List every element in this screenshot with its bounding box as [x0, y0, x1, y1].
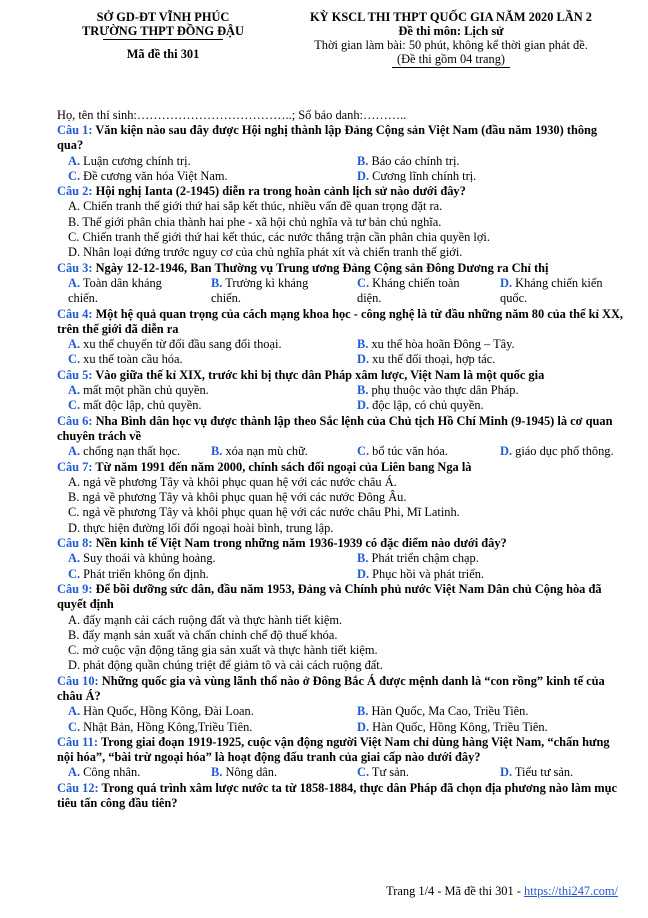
option-letter: B.	[357, 383, 369, 398]
answer-option[interactable]	[68, 505, 460, 519]
question-text: Những quốc gia và vùng lãnh thổ nào ở Đông Bắc Á được mệnh danh là “con rồng” kinh tế của châu Á?	[57, 673, 605, 703]
option-text: Nhân loại đứng trước nguy cơ của chủ nghĩa phát xít và chiến tranh thế giới.	[83, 245, 463, 260]
question-stem	[57, 582, 625, 613]
option-letter: B.	[211, 444, 223, 459]
option-list	[68, 199, 625, 260]
option-text: thực hiện đường lối đối ngoại hoài bình, trung lập.	[83, 520, 334, 535]
option-row	[57, 337, 625, 352]
question-label: Câu 8:	[57, 536, 93, 551]
option-text: phát động quần chúng triệt để giảm tô và cải cách ruộng đất.	[83, 658, 383, 673]
option-text: xu thế hòa hoãn Đông – Tây.	[371, 337, 515, 352]
answer-option[interactable]	[68, 154, 191, 169]
option-text: Kháng chiến kiến quốc.	[500, 275, 603, 306]
option-row	[57, 383, 625, 398]
answer-option[interactable]	[68, 398, 202, 413]
answer-option[interactable]	[357, 444, 448, 459]
answer-option[interactable]	[357, 720, 548, 735]
school-name: TRƯỜNG THPT ĐỒNG ĐẬU	[82, 24, 244, 38]
answer-option[interactable]	[357, 551, 479, 566]
option-letter: D.	[500, 765, 513, 780]
department-name: SỞ GD-ĐT VĨNH PHÚC	[96, 10, 230, 24]
answer-option[interactable]	[68, 276, 186, 307]
question-label: Câu 3:	[57, 260, 93, 275]
option-text: Tiểu tư sản.	[514, 765, 574, 780]
option-letter: A.	[68, 337, 81, 352]
option-text: Kháng chiến toàn diện.	[357, 275, 460, 306]
question	[57, 123, 625, 184]
question-stem	[57, 460, 625, 475]
question-text: Từ năm 1991 đến năm 2000, chính sách đối ngoại của Liên bang Nga là	[95, 459, 472, 474]
answer-option[interactable]	[357, 154, 460, 169]
option-row	[57, 169, 625, 184]
option-letter: D.	[500, 275, 513, 290]
page-footer	[386, 884, 618, 899]
question-label: Câu 2:	[57, 184, 93, 199]
option-text: đẩy mạnh cải cách ruộng đất và thực hành tiết kiệm.	[83, 612, 343, 627]
answer-option[interactable]	[68, 628, 337, 642]
answer-option[interactable]	[357, 276, 475, 307]
option-letter: C.	[68, 719, 81, 734]
question	[57, 368, 625, 414]
student-info-line: Họ, tên thí sinh:………………………………..; Số báo danh:………..	[57, 108, 407, 122]
option-letter: B.	[357, 551, 369, 566]
question	[57, 674, 625, 735]
option-text: Nông dân.	[225, 765, 278, 780]
option-letter: D.	[500, 444, 513, 459]
answer-option[interactable]	[357, 398, 484, 413]
option-row	[57, 276, 625, 307]
question-stem	[57, 261, 625, 276]
answer-option[interactable]	[68, 765, 140, 780]
answer-option[interactable]	[68, 245, 462, 259]
option-text: mất một phần chủ quyền.	[83, 383, 209, 398]
header-right	[286, 10, 616, 68]
question-label: Câu 6:	[57, 413, 93, 428]
answer-option[interactable]	[357, 567, 484, 582]
header-left-rule	[103, 39, 223, 40]
header-right-rule	[392, 67, 510, 68]
option-letter: B.	[68, 627, 80, 642]
answer-option[interactable]	[68, 215, 441, 229]
option-text: ngả về phương Tây và khôi phục quan hệ với các nước châu Phi, Mĩ Latinh.	[82, 505, 460, 520]
option-letter: B.	[357, 337, 369, 352]
answer-option[interactable]	[68, 613, 342, 627]
option-letter: C.	[68, 505, 80, 520]
answer-option[interactable]	[68, 643, 378, 657]
option-text: Hàn Quốc, Ma Cao, Triều Tiên.	[371, 704, 529, 719]
question-text: Hội nghị Ianta (2-1945) diễn ra trong hoàn cảnh lịch sử nào dưới đây?	[95, 184, 466, 199]
question-label: Câu 1:	[57, 123, 93, 137]
option-text: mất độc lập, chủ quyền.	[83, 398, 202, 413]
question-label: Câu 5:	[57, 367, 93, 382]
question	[57, 261, 625, 307]
question-stem	[57, 781, 625, 812]
question	[57, 414, 625, 460]
answer-option[interactable]	[68, 490, 406, 504]
option-row	[57, 352, 625, 367]
exam-title: KỲ KSCL THI THPT QUỐC GIA NĂM 2020 LẦN 2	[310, 10, 592, 24]
option-letter: C.	[357, 275, 370, 290]
question-text: Nha Bình dân học vụ được thành lập theo Sắc lệnh của Chủ tịch Hồ Chí Minh (9-1945) là cơ quan chuyên trách về	[57, 413, 613, 443]
option-letter: B.	[68, 490, 80, 505]
question-text: Ngày 12-12-1946, Ban Thường vụ Trung ương Đảng Cộng sản Đông Dương ra Chỉ thị	[95, 260, 549, 275]
answer-option[interactable]	[500, 276, 618, 307]
question-text: Trong quá trình xâm lược nước ta từ 1858-1884, thực dân Pháp đã chọn địa phương nào làm mục tiêu tấn công đầu tiên?	[57, 780, 618, 811]
option-list	[68, 613, 625, 674]
option-letter: D.	[357, 566, 370, 581]
answer-option[interactable]	[211, 276, 329, 307]
option-letter: A.	[68, 612, 81, 627]
option-letter: C.	[68, 230, 80, 245]
answer-option[interactable]	[68, 567, 209, 582]
option-text: Đề cương văn hóa Việt Nam.	[83, 168, 228, 183]
footer-link[interactable]: https://thi247.com/	[524, 884, 618, 898]
answer-option[interactable]	[68, 230, 490, 244]
question-text: Vào giữa thế kỉ XIX, trước khi bị thực dân Pháp xâm lược, Việt Nam là một quốc gia	[95, 367, 545, 382]
answer-option[interactable]	[500, 444, 614, 459]
option-letter: C.	[357, 765, 370, 780]
exam-duration: Thời gian làm bài: 50 phút, không kể thời gian phát đề.	[314, 38, 588, 52]
option-text: Trường kì kháng chiến.	[211, 275, 309, 306]
answer-option[interactable]	[500, 765, 573, 780]
option-list	[68, 475, 625, 536]
question-label: Câu 10:	[57, 673, 99, 688]
question-label: Câu 7:	[57, 459, 93, 474]
option-letter: B.	[211, 275, 223, 290]
answer-option[interactable]	[68, 199, 442, 213]
option-text: Toàn dân kháng chiến.	[68, 275, 162, 306]
option-text: giáo dục phổ thông.	[515, 444, 614, 459]
option-letter: C.	[357, 444, 370, 459]
question-text: Một hệ quả quan trọng của cách mạng khoa học - công nghệ là từ đầu những năm 80 của thế kỉ XX, trên thế giới đã diễn ra	[57, 306, 624, 336]
option-text: phụ thuộc vào thực dân Pháp.	[371, 383, 519, 398]
option-letter: A.	[68, 444, 81, 459]
option-text: Hàn Quốc, Hồng Kông, Triều Tiên.	[372, 719, 548, 734]
answer-option[interactable]	[211, 444, 308, 459]
answer-option[interactable]	[68, 169, 228, 184]
option-letter: A.	[68, 199, 81, 214]
option-letter: D.	[357, 168, 370, 183]
option-text: xu thế toàn cầu hóa.	[83, 352, 183, 367]
option-text: Phục hồi và phát triển.	[372, 566, 484, 581]
option-text: Tư sản.	[371, 765, 409, 780]
option-letter: B.	[211, 765, 223, 780]
question	[57, 307, 625, 368]
option-row	[57, 704, 625, 719]
option-letter: D.	[68, 245, 81, 260]
question	[57, 460, 625, 536]
question	[57, 781, 625, 812]
option-letter: A.	[68, 704, 81, 719]
answer-option[interactable]	[357, 383, 519, 398]
option-text: Chiến tranh thế giới thứ hai kết thúc, các nước thắng trận cần phân chia quyền lợi.	[82, 230, 490, 245]
option-text: chống nạn thất học.	[83, 444, 181, 459]
question-text: Để bồi dưỡng sức dân, đầu năm 1953, Đảng và Chính phủ nước Việt Nam Dân chủ Cộng hòa đã quyết định	[57, 581, 602, 612]
option-text: Luận cương chính trị.	[83, 153, 191, 168]
option-text: mở cuộc vận động tăng gia sản xuất và thực hành tiết kiệm.	[82, 643, 378, 658]
question-stem	[57, 368, 625, 383]
option-letter: A.	[68, 474, 81, 489]
option-text: xóa nạn mù chữ.	[225, 444, 308, 459]
answer-option[interactable]	[68, 551, 216, 566]
option-letter: A.	[68, 383, 81, 398]
option-letter: D.	[68, 520, 81, 535]
question-stem	[57, 414, 625, 445]
option-letter: D.	[357, 719, 370, 734]
option-letter: A.	[68, 551, 81, 566]
answer-option[interactable]	[68, 720, 252, 735]
answer-option[interactable]	[357, 352, 495, 367]
answer-option[interactable]	[211, 765, 277, 780]
answer-option[interactable]	[68, 521, 333, 535]
answer-option[interactable]	[357, 169, 476, 184]
option-letter: C.	[68, 566, 81, 581]
question-stem	[57, 735, 625, 766]
page-count: (Đề thi gồm 04 trang)	[396, 52, 506, 66]
answer-option[interactable]	[68, 444, 180, 459]
question-stem	[57, 536, 625, 551]
answer-option[interactable]	[68, 337, 282, 352]
option-text: Phát triển không ổn định.	[83, 566, 209, 581]
option-row	[57, 567, 625, 582]
question-stem	[57, 184, 625, 199]
question-stem	[57, 123, 625, 154]
answer-option[interactable]	[68, 658, 383, 672]
answer-option[interactable]	[357, 765, 409, 780]
option-letter: C.	[68, 398, 81, 413]
option-letter: C.	[68, 352, 81, 367]
answer-option[interactable]	[68, 475, 397, 489]
option-text: Suy thoái và khủng hoảng.	[83, 551, 216, 566]
option-text: Báo cáo chính trị.	[371, 153, 460, 168]
option-text: Phát triển chậm chạp.	[371, 551, 479, 566]
option-row	[57, 765, 625, 780]
option-letter: D.	[357, 352, 370, 367]
question-stem	[57, 307, 625, 338]
option-text: Chiến tranh thế giới thứ hai sắp kết thúc, nhiều vấn đề quan trọng đặt ra.	[83, 199, 443, 214]
option-letter: D.	[357, 398, 370, 413]
question-label: Câu 9:	[57, 581, 93, 596]
footer-text: Trang 1/4 - Mã đề thi 301 -	[386, 884, 525, 898]
option-text: Thế giới phân chia thành hai phe - xã hội chủ nghĩa và tư bản chủ nghĩa.	[82, 214, 442, 229]
option-text: Cương lĩnh chính trị.	[372, 168, 477, 183]
question-list	[57, 123, 625, 811]
question-label: Câu 12:	[57, 780, 99, 795]
option-text: đẩy mạnh sản xuất và chấn chỉnh chế độ thuế khóa.	[82, 627, 338, 642]
option-text: độc lập, có chủ quyền.	[372, 398, 484, 413]
option-letter: A.	[68, 153, 81, 168]
option-row	[57, 720, 625, 735]
exam-code: Mã đề thi 301	[126, 47, 200, 61]
option-letter: B.	[357, 153, 369, 168]
option-text: Nhật Bản, Hồng Kông,Triều Tiên.	[83, 719, 253, 734]
option-letter: B.	[68, 214, 80, 229]
question	[57, 582, 625, 674]
option-letter: D.	[68, 658, 81, 673]
answer-option[interactable]	[357, 337, 515, 352]
question-text: Trong giai đoạn 1919-1925, cuộc vận động người Việt Nam chỉ dùng hàng Việt Nam, “chấn hưng nội hóa”, “bài trừ ngoại hóa” là hoạt động đấu tranh của giai cấp nào dưới đây?	[57, 734, 610, 765]
question-text: Nền kinh tế Việt Nam trong những năm 1936-1939 có đặc điểm nào dưới đây?	[95, 536, 507, 551]
option-letter: C.	[68, 643, 80, 658]
option-text: ngả về phương Tây và khôi phục quan hệ với các nước Đông Âu.	[82, 490, 407, 505]
header-left	[40, 10, 286, 61]
question-label: Câu 4:	[57, 306, 93, 321]
question-stem	[57, 674, 625, 705]
answer-option[interactable]	[68, 383, 209, 398]
option-row	[57, 154, 625, 169]
question	[57, 536, 625, 582]
answer-option[interactable]	[68, 704, 254, 719]
option-text: ngả về phương Tây và khôi phục quan hệ với các nước châu Á.	[83, 474, 397, 489]
option-row	[57, 398, 625, 413]
question	[57, 735, 625, 781]
option-text: bổ túc văn hóa.	[372, 444, 448, 459]
option-text: xu thế chuyển từ đối đầu sang đối thoại.	[83, 337, 282, 352]
option-letter: A.	[68, 765, 81, 780]
option-text: Công nhân.	[83, 765, 141, 780]
question-text: Văn kiện nào sau đây được Hội nghị thành lập Đảng Cộng sản Việt Nam (đầu năm 1930) thông qua?	[57, 123, 598, 153]
question-label: Câu 11:	[57, 734, 98, 749]
option-text: xu thế đối thoại, hợp tác.	[372, 352, 496, 367]
option-text: Hàn Quốc, Hồng Kông, Đài Loan.	[83, 704, 254, 719]
option-letter: B.	[357, 704, 369, 719]
option-row	[57, 551, 625, 566]
option-letter: A.	[68, 275, 81, 290]
answer-option[interactable]	[357, 704, 528, 719]
option-letter: C.	[68, 168, 81, 183]
answer-option[interactable]	[68, 352, 183, 367]
exam-subject: Đề thi môn: Lịch sử	[398, 24, 504, 38]
option-row	[57, 444, 625, 459]
question	[57, 184, 625, 260]
